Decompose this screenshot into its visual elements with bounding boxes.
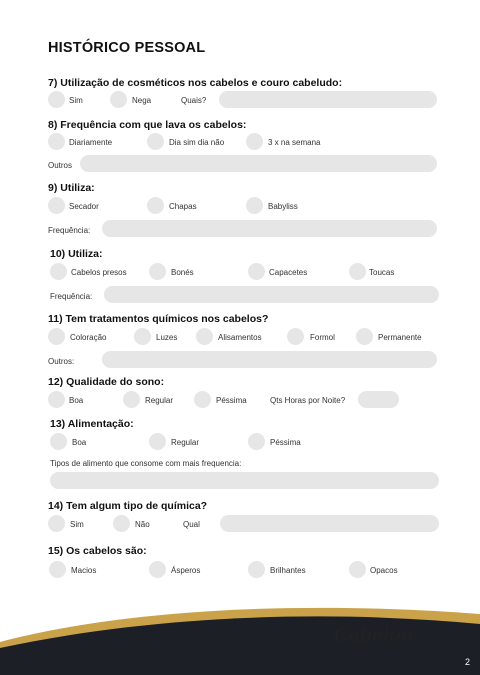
q10-cabelos-presos-radio[interactable] xyxy=(50,263,67,280)
q14-nao-label: Não xyxy=(135,520,150,529)
q15-macios-radio[interactable] xyxy=(49,561,66,578)
q12-regular-radio[interactable] xyxy=(123,391,140,408)
q11-formol-label: Formol xyxy=(310,333,335,342)
q11-formol-radio[interactable] xyxy=(287,328,304,345)
q8-outros-label: Outros xyxy=(48,161,73,170)
q15-brilhantes-label: Brilhantes xyxy=(270,566,306,575)
q12-regular-label: Regular xyxy=(145,396,174,405)
question-9-label: 9) Utiliza: xyxy=(48,182,95,194)
q9-chapas-radio[interactable] xyxy=(147,197,164,214)
question-14-label: 14) Tem algum tipo de química? xyxy=(48,500,208,512)
q15-opacos-radio[interactable] xyxy=(349,561,366,578)
q8-diariamente-label: Diariamente xyxy=(69,138,113,147)
q14-nao-radio[interactable] xyxy=(113,515,130,532)
q13-regular-radio[interactable] xyxy=(149,433,166,450)
q11-coloracao-label: Coloração xyxy=(70,333,107,342)
q10-frequencia-label: Frequência: xyxy=(50,292,93,301)
q12-boa-label: Boa xyxy=(69,396,84,405)
page-title: HISTÓRICO PESSOAL xyxy=(48,40,206,56)
q7-nega-label: Nega xyxy=(132,96,152,105)
q11-coloracao-radio[interactable] xyxy=(48,328,65,345)
q10-capacetes-label: Capacetes xyxy=(269,268,308,277)
q14-qual-label: Qual xyxy=(183,520,200,529)
q10-frequencia-field[interactable] xyxy=(104,286,439,303)
q13-tipos-field[interactable] xyxy=(50,472,439,489)
q9-secador-label: Secador xyxy=(69,202,99,211)
question-13-label: 13) Alimentação: xyxy=(50,418,134,430)
q11-outros-label: Outros: xyxy=(48,357,75,366)
q14-sim-label: Sim xyxy=(70,520,84,529)
q11-permanente-label: Permanente xyxy=(378,333,422,342)
q11-permanente-radio[interactable] xyxy=(356,328,373,345)
q9-chapas-label: Chapas xyxy=(169,202,197,211)
q8-3x-semana-radio[interactable] xyxy=(246,133,263,150)
q9-frequencia-field[interactable] xyxy=(102,220,437,237)
q15-asperos-label: Ásperos xyxy=(171,566,201,575)
q8-outros-field[interactable] xyxy=(80,155,437,172)
q7-quais-field[interactable] xyxy=(219,91,437,108)
question-12-label: 12) Qualidade do sono: xyxy=(48,376,165,388)
q10-bones-radio[interactable] xyxy=(149,263,166,280)
q13-pessima-label: Péssima xyxy=(270,438,301,447)
brand-logo: Cabelon xyxy=(334,624,414,646)
q14-sim-radio[interactable] xyxy=(48,515,65,532)
q12-pessima-label: Péssima xyxy=(216,396,247,405)
q13-boa-label: Boa xyxy=(72,438,87,447)
q8-dia-sim-dia-nao-radio[interactable] xyxy=(147,133,164,150)
q10-bones-label: Bonés xyxy=(171,268,194,277)
q9-babyliss-label: Babyliss xyxy=(268,202,298,211)
q11-luzes-label: Luzes xyxy=(156,333,178,342)
question-10-label: 10) Utiliza: xyxy=(50,248,103,260)
q11-luzes-radio[interactable] xyxy=(134,328,151,345)
q10-toucas-label: Toucas xyxy=(369,268,395,277)
q15-asperos-radio[interactable] xyxy=(149,561,166,578)
q12-horas-label: Qts Horas por Noite? xyxy=(270,396,346,405)
question-15-label: 15) Os cabelos são: xyxy=(48,545,147,557)
q8-3x-semana-label: 3 x na semana xyxy=(268,138,321,147)
q11-outros-field[interactable] xyxy=(102,351,437,368)
q9-secador-radio[interactable] xyxy=(48,197,65,214)
page-number: 2 xyxy=(465,657,471,667)
q15-brilhantes-radio[interactable] xyxy=(248,561,265,578)
q11-alisamentos-radio[interactable] xyxy=(196,328,213,345)
q10-cabelos-presos-label: Cabelos presos xyxy=(71,268,127,277)
q7-nega-radio[interactable] xyxy=(110,91,127,108)
q12-boa-radio[interactable] xyxy=(48,391,65,408)
q10-capacetes-radio[interactable] xyxy=(248,263,265,280)
q13-tipos-label: Tipos de alimento que consome com mais frequencia: xyxy=(50,459,242,468)
q14-qual-field[interactable] xyxy=(220,515,439,532)
q13-pessima-radio[interactable] xyxy=(248,433,265,450)
q9-babyliss-radio[interactable] xyxy=(246,197,263,214)
q10-toucas-radio[interactable] xyxy=(349,263,366,280)
q7-quais-label: Quais? xyxy=(181,96,207,105)
question-8-label: 8) Frequência com que lava os cabelos: xyxy=(48,119,247,131)
q8-diariamente-radio[interactable] xyxy=(48,133,65,150)
q13-regular-label: Regular xyxy=(171,438,200,447)
question-7-label: 7) Utilização de cosméticos nos cabelos e couro cabeludo: xyxy=(48,77,343,89)
q7-sim-radio[interactable] xyxy=(48,91,65,108)
q13-boa-radio[interactable] xyxy=(50,433,67,450)
q12-pessima-radio[interactable] xyxy=(194,391,211,408)
q8-dia-sim-dia-nao-label: Dia sim dia não xyxy=(169,138,225,147)
question-11-label: 11) Tem tratamentos químicos nos cabelos? xyxy=(48,313,269,325)
q12-horas-field[interactable] xyxy=(358,391,399,408)
q15-opacos-label: Opacos xyxy=(370,566,398,575)
q9-frequencia-label: Frequência: xyxy=(48,226,91,235)
q15-macios-label: Macios xyxy=(71,566,97,575)
q7-sim-label: Sim xyxy=(69,96,83,105)
q11-alisamentos-label: Alisamentos xyxy=(218,333,262,342)
